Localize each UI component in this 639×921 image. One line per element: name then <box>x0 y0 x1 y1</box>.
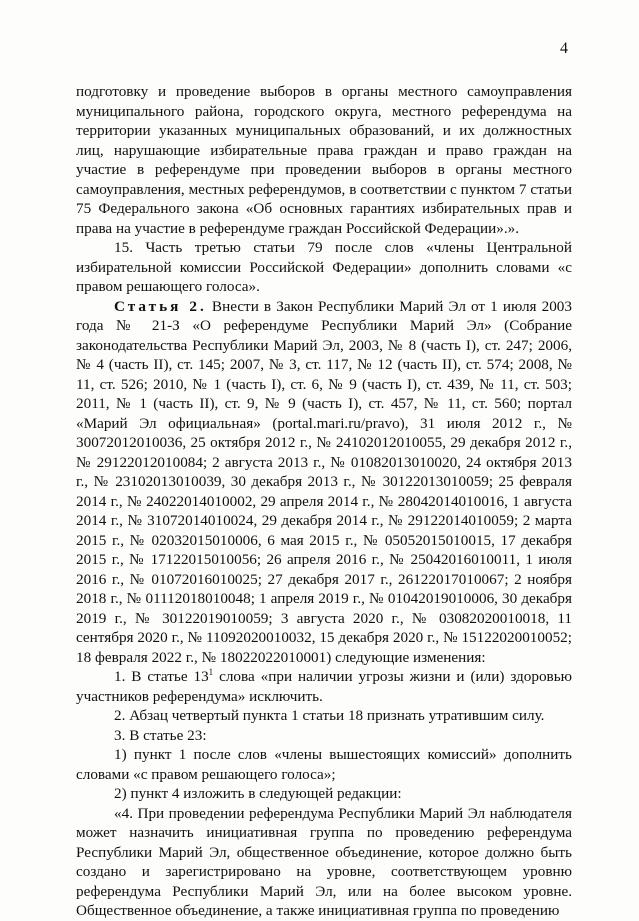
paragraph-item-15: 15. Часть третью статьи 79 после слов «члены Центральной избирательной комиссии Российской Федерации» дополнить словами «с правом решающего голоса». <box>76 239 572 295</box>
document-body <box>76 82 572 921</box>
paragraph-article-2 <box>76 297 572 668</box>
superscript: 1 <box>208 666 214 677</box>
paragraph-subitem-2: 2) пункт 4 изложить в следующей редакции: <box>114 785 402 802</box>
paragraph-new-text: «4. При проведении референдума Республики Марий Эл наблюдателя может назначить инициативная группа по проведению референдума Республики Марий Эл, общественное объединение, которое должно быть создано и зарегистрировано на уровне, соответствующем уровню референдума Республики Марий Эл, или на более высоком уровне. Общественное объединение, а также инициативная группа по проведению <box>76 804 572 919</box>
paragraph-change-1 <box>76 667 572 706</box>
change-1-rest: слова «при наличии угрозы жизни и (или) здоровью участников референдума» исключить. <box>76 668 572 705</box>
paragraph-continuation: подготовку и проведение выборов в органы местного самоуправления муниципального района, городского округа, местного референдума на территории указанных муниципальных образований, и их должностных лиц, нарушающие избирательные права граждан и право граждан на участие в референдуме при проведении выборов в органы местного самоуправления, местных референдумов, в соответствии с пунктом 7 статьи 75 Федерального закона «Об основных гарантиях избирательных прав и права на участие в референдуме граждан Российской Федерации».». <box>76 83 572 237</box>
paragraph-change-3: 3. В статье 23: <box>114 726 207 744</box>
article-label: Статья 2. <box>114 297 207 315</box>
article-2-text: Внести в Закон Республики Марий Эл от 1 июля 2003 года № 21-З «О референдуме Республики Марий Эл» (Собрание законодательства Республики Марий Эл, 2003, № 8 (часть I), ст. 247; 2006, № 4 (часть II), ст. 145; 2007, № 3, ст. 117, № 12 (часть II), ст. 574; 2008, № 11, ст. 526; 2010, № 1 (часть I), ст. 6, № 9 (часть I), ст. 439, № 11, ст. 503; 2011, № 1 (часть II), ст. 9, № 9 (часть I), ст. 457, № 11, ст. 560; портал «Марий Эл официальная» (portal.mari.ru/pravo), 31 июля 2012 г., № 30072012010036, 25 октября 2012 г., № 24102012010055, 29 декабря 2012 г., № 29122012010084; 2 августа 2013 г., № 01082013010020, 24 октября 2013 г., № 23102013010039, 30 декабря 2013 г., № 30122013010059; 25 февраля 2014 г., № 24022014010002, 29 апреля 2014 г., № 28042014010016, 1 августа 2014 г., № 31072014010024, 29 декабря 2014 г., № 29122014010059; 2 марта 2015 г., № 02032015010006, 6 мая 2015 г., № 05052015010015, 17 декабря 2015 г., № 17122015010056; 26 апреля 2016 г., № 25042016010011, 1 июля 2016 г., № 01072016010025; 27 декабря 2017 г., 26122017010067; 2 ноября 2018 г., № 01112018010048; 1 апреля 2019 г., № 01042019010006, 30 декабря 2019 г., № 30122019010059; 3 августа 2020 г., № 03082020010018, 11 сентября 2020 г., № 11092020010032, 15 декабря 2020 г., № 15122020010052; 18 февраля 2022 г., № 18022022010001) следующие изменения: <box>76 297 572 666</box>
change-1-start: 1. В статье 13 <box>114 668 209 685</box>
paragraph-subitem-1: 1) пункт 1 после слов «члены вышестоящих комиссий» дополнить словами «с правом решающего голоса»; <box>76 746 572 783</box>
paragraph-change-2: 2. Абзац четвертый пункта 1 статьи 18 признать утратившим силу. <box>114 707 545 724</box>
page-number: 4 <box>560 40 568 57</box>
